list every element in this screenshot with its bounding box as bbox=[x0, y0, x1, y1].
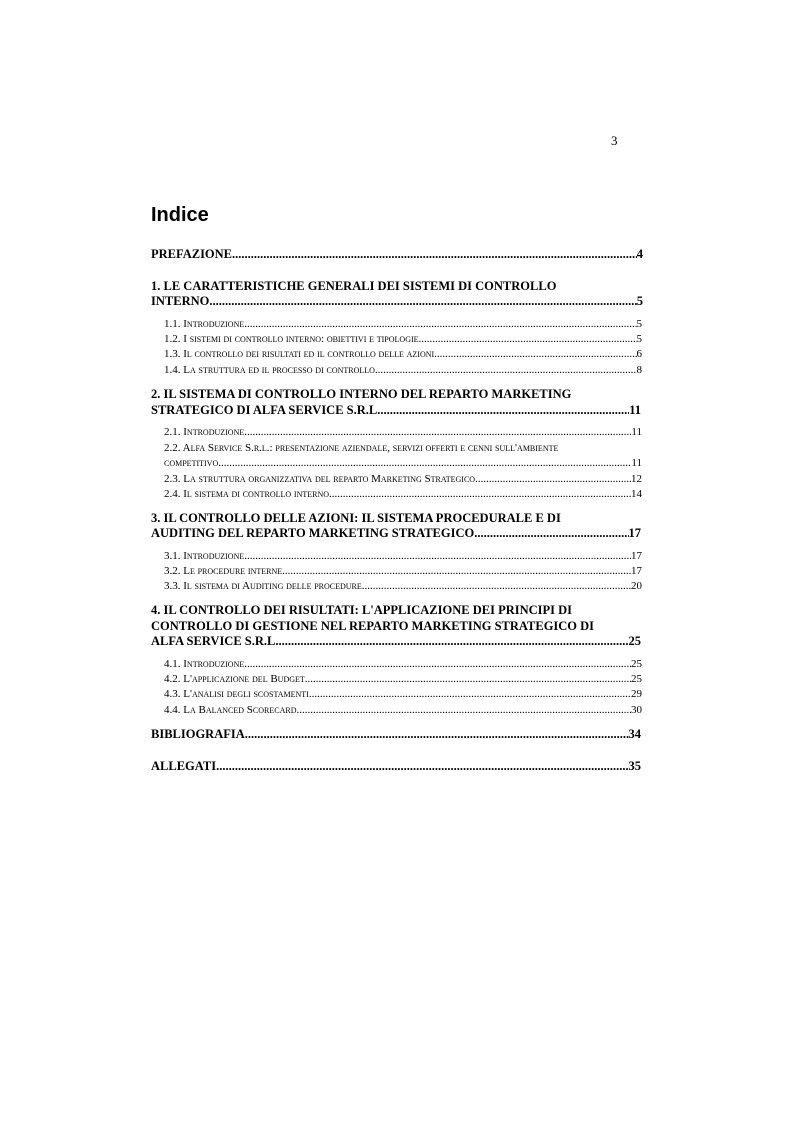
toc-entry-1-4[interactable] bbox=[164, 364, 642, 377]
toc-entry-page: 25 bbox=[631, 673, 642, 685]
toc-entry-2-2[interactable] bbox=[164, 457, 642, 470]
toc-entry-chapter-4[interactable] bbox=[151, 634, 641, 648]
toc-entry-label: 4.2. L'applicazione del Budget bbox=[164, 673, 305, 685]
toc-entry-chapter-2[interactable] bbox=[151, 403, 641, 417]
toc-entry-2-4[interactable] bbox=[164, 488, 642, 501]
toc-entry-label: ALFA SERVICE S.R.L bbox=[151, 634, 276, 648]
toc-entry-page: 25 bbox=[631, 658, 642, 670]
toc-leader bbox=[475, 473, 631, 486]
toc-entry-2-2-line1[interactable]: 2.2. Alfa Service S.r.l.: presentazione aziendale, servizi offerti e cenni sull'ambiente bbox=[164, 442, 559, 454]
toc-entry-label: 2.1. Introduzione bbox=[164, 426, 245, 438]
toc-leader bbox=[275, 634, 628, 648]
toc-leader bbox=[244, 426, 631, 439]
toc-entry-1-1[interactable] bbox=[164, 318, 642, 331]
toc-entry-prefazione[interactable] bbox=[151, 247, 643, 261]
toc-entry-label: competitivo bbox=[164, 457, 219, 469]
toc-entry-3-1[interactable] bbox=[164, 550, 642, 563]
toc-entry-page: 11 bbox=[629, 403, 641, 417]
toc-entry-3-2[interactable] bbox=[164, 565, 642, 578]
toc-entry-page: 20 bbox=[631, 580, 642, 592]
toc-entry-page: 5 bbox=[636, 318, 642, 330]
toc-leader bbox=[245, 727, 629, 741]
toc-entry-page: 8 bbox=[636, 364, 642, 376]
toc-entry-page: 12 bbox=[631, 473, 642, 485]
toc-entry-page: 35 bbox=[628, 759, 641, 773]
toc-entry-label: 4.1. Introduzione bbox=[164, 658, 245, 670]
toc-leader bbox=[434, 348, 636, 361]
toc-entry-page: 4 bbox=[636, 247, 643, 261]
toc-entry-page: 17 bbox=[628, 526, 641, 540]
toc-entry-label: 1.3. Il controllo dei risultati ed il controllo delle azioni bbox=[164, 348, 435, 360]
toc-entry-4-2[interactable] bbox=[164, 673, 642, 686]
toc-leader bbox=[244, 318, 636, 331]
toc-entry-page: 34 bbox=[628, 727, 641, 741]
toc-entry-label: 4.3. L'analisi degli scostamenti bbox=[164, 688, 309, 700]
toc-entry-4-1[interactable] bbox=[164, 658, 642, 671]
toc-entry-label: 2.4. Il sistema di controllo interno bbox=[164, 488, 330, 500]
toc-entry-label: 1.4. La struttura ed il processo di controllo bbox=[164, 364, 375, 376]
toc-entry-label: 3.1. Introduzione bbox=[164, 550, 245, 562]
toc-entry-label: AUDITING DEL REPARTO MARKETING STRATEGICO bbox=[151, 526, 475, 540]
toc-leader bbox=[232, 247, 637, 261]
toc-entry-chapter-2-line1[interactable]: 2. IL SISTEMA DI CONTROLLO INTERNO DEL REPARTO MARKETING bbox=[151, 387, 572, 401]
toc-entry-chapter-1-line1[interactable]: 1. LE CARATTERISTICHE GENERALI DEI SISTEMI DI CONTROLLO bbox=[151, 279, 557, 293]
page-number: 3 bbox=[611, 133, 618, 148]
toc-entry-label: PREFAZIONE bbox=[151, 247, 233, 261]
toc-entry-3-3[interactable] bbox=[164, 580, 642, 593]
toc-entry-label: ALLEGATI bbox=[151, 759, 217, 773]
toc-entry-label: 3.3. Il sistema di Auditing delle procedure bbox=[164, 580, 362, 592]
toc-entry-page: 14 bbox=[631, 488, 642, 500]
toc-entry-label: 1.2. I sistemi di controllo interno: obiettivi e tipologie bbox=[164, 333, 419, 345]
toc-entry-1-3[interactable] bbox=[164, 348, 642, 361]
toc-entry-page: 11 bbox=[631, 426, 642, 438]
toc-entry-chapter-3-line1[interactable]: 3. IL CONTROLLO DELLE AZIONI: IL SISTEMA PROCEDURALE E DI bbox=[151, 511, 561, 525]
toc-leader bbox=[244, 658, 631, 671]
toc-entry-page: 25 bbox=[628, 634, 641, 648]
toc-leader bbox=[209, 294, 636, 308]
toc-leader bbox=[474, 526, 628, 540]
toc-entry-2-3[interactable] bbox=[164, 473, 642, 486]
toc-entry-page: 29 bbox=[631, 688, 642, 700]
toc-leader bbox=[375, 364, 637, 377]
toc-leader bbox=[218, 457, 631, 470]
toc-leader bbox=[377, 403, 629, 417]
toc-entry-page: 11 bbox=[631, 457, 642, 469]
toc-leader bbox=[244, 550, 631, 563]
toc-entry-allegati[interactable] bbox=[151, 759, 641, 773]
toc-entry-chapter-4-line1[interactable]: 4. IL CONTROLLO DEI RISULTATI: L'APPLICAZIONE DEI PRINCIPI DI bbox=[151, 603, 573, 617]
toc-entry-label: 4.4. La Balanced Scorecard bbox=[164, 704, 297, 716]
toc-entry-label: 1.1. Introduzione bbox=[164, 318, 245, 330]
toc-entry-chapter-3[interactable] bbox=[151, 526, 641, 540]
toc-leader bbox=[329, 488, 631, 501]
toc-entry-4-3[interactable] bbox=[164, 688, 642, 701]
toc-leader bbox=[419, 333, 637, 346]
page-title: Indice bbox=[151, 204, 209, 226]
toc-entry-label: STRATEGICO DI ALFA SERVICE S.R.L bbox=[151, 403, 378, 417]
toc-entry-4-4[interactable] bbox=[164, 704, 642, 717]
toc-entry-bibliografia[interactable] bbox=[151, 727, 641, 741]
toc-leader bbox=[296, 704, 631, 717]
toc-leader bbox=[309, 688, 631, 701]
toc-entry-1-2[interactable] bbox=[164, 333, 642, 346]
toc-leader bbox=[216, 759, 628, 773]
toc-entry-page: 6 bbox=[636, 348, 642, 360]
toc-entry-label: BIBLIOGRAFIA bbox=[151, 727, 245, 741]
toc-entry-label: INTERNO bbox=[151, 294, 210, 308]
toc-leader bbox=[305, 673, 631, 686]
toc-entry-chapter-1[interactable] bbox=[151, 294, 643, 308]
toc-entry-page: 30 bbox=[631, 704, 642, 716]
toc-entry-page: 17 bbox=[631, 550, 642, 562]
toc-entry-chapter-4-line2[interactable]: CONTROLLO DI GESTIONE NEL REPARTO MARKETING STRATEGICO DI bbox=[151, 619, 595, 633]
toc-entry-page: 5 bbox=[636, 294, 643, 308]
toc-entry-2-1[interactable] bbox=[164, 426, 642, 439]
toc-leader bbox=[362, 580, 631, 593]
toc-entry-page: 17 bbox=[631, 565, 642, 577]
toc-entry-page: 5 bbox=[636, 333, 642, 345]
toc-entry-label: 3.2. Le procedure interne bbox=[164, 565, 283, 577]
toc-entry-label: 2.3. La struttura organizzativa del reparto Marketing Strategico bbox=[164, 473, 476, 485]
toc-leader bbox=[282, 565, 631, 578]
